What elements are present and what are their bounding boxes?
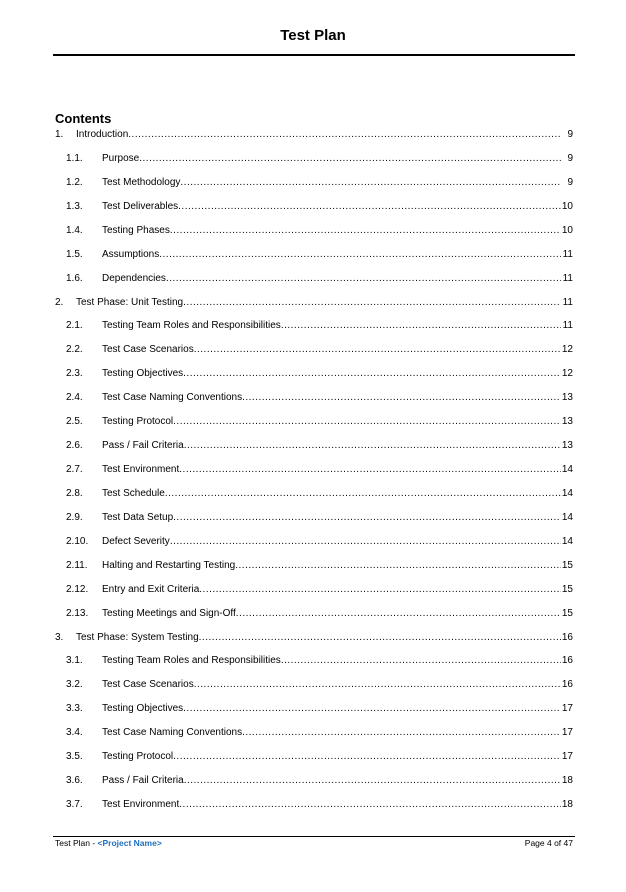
- toc-entry-title: Introduction: [76, 129, 129, 140]
- toc-dot-leader: [281, 319, 561, 333]
- toc-entry[interactable]: [66, 248, 573, 262]
- toc-entry-number: 2.5.: [66, 416, 83, 428]
- toc-entry[interactable]: [66, 654, 573, 668]
- toc-entry-number: 2.12.: [66, 583, 89, 595]
- toc-entry-number: 3.7.: [66, 799, 83, 811]
- toc-entry-number: 1.6.: [66, 272, 83, 284]
- toc-entry-title: Testing Protocol: [102, 416, 174, 428]
- toc-entry[interactable]: [66, 391, 573, 405]
- toc-entry-page: 11: [562, 248, 573, 260]
- toc-entry-title: Pass / Fail Criteria: [102, 775, 184, 787]
- toc-entry-page: 16: [561, 631, 573, 643]
- toc-entry-page: 15: [561, 559, 573, 571]
- toc-entry-number: 2.1.: [66, 320, 83, 332]
- toc-entry-page: 17: [561, 703, 573, 715]
- toc-entry-page: 15: [561, 583, 573, 595]
- toc-entry-title: Testing Protocol: [102, 751, 174, 763]
- toc-entry-number: 2.13.: [66, 607, 89, 619]
- toc-entry-number: 2.: [55, 296, 64, 308]
- toc-dot-leader: [165, 487, 561, 501]
- toc-entry[interactable]: [66, 343, 573, 357]
- toc-dot-leader: [128, 128, 561, 142]
- toc-entry-page: 9: [567, 152, 573, 164]
- toc-entry-page: 13: [561, 392, 573, 404]
- toc-entry-title: Test Case Scenarios: [102, 344, 194, 356]
- toc-entry[interactable]: [55, 631, 573, 645]
- toc-dot-leader: [178, 200, 561, 214]
- toc-entry-number: 1.4.: [66, 224, 83, 236]
- toc-dot-leader: [194, 343, 561, 357]
- toc-entry[interactable]: [66, 583, 573, 597]
- toc-entry-number: 1.2.: [66, 176, 83, 188]
- toc-entry-number: 3.: [55, 631, 64, 643]
- toc-entry-title: Testing Phases: [102, 224, 170, 236]
- toc-entry-page: 11: [562, 320, 573, 332]
- footer-divider: [53, 836, 575, 837]
- toc-entry-title: Test Case Scenarios: [102, 679, 194, 691]
- toc-dot-leader: [180, 176, 561, 190]
- toc-entry-page: 18: [561, 799, 573, 811]
- toc-dot-leader: [183, 296, 561, 310]
- toc-entry-title: Test Environment: [102, 799, 180, 811]
- toc-entry[interactable]: [66, 415, 573, 429]
- toc-entry-page: 12: [561, 368, 573, 380]
- footer-doc-title: Test Plan -: [55, 838, 98, 848]
- toc-entry[interactable]: [66, 487, 573, 501]
- toc-entry-number: 1.: [55, 129, 64, 140]
- toc-entry-title: Test Environment: [102, 464, 180, 476]
- toc-entry-number: 3.3.: [66, 703, 83, 715]
- toc-entry-number: 2.9.: [66, 511, 83, 523]
- toc-dot-leader: [183, 367, 561, 381]
- toc-dot-leader: [194, 678, 561, 692]
- toc-entry-page: 18: [561, 775, 573, 787]
- toc-entry-page: 16: [561, 655, 573, 667]
- toc-entry[interactable]: [66, 200, 573, 214]
- toc-entry[interactable]: [66, 750, 573, 764]
- toc-entry[interactable]: [66, 367, 573, 381]
- toc-entry-title: Test Phase: Unit Testing: [76, 296, 184, 308]
- toc-entry[interactable]: [66, 559, 573, 573]
- toc-entry-title: Testing Objectives: [102, 703, 184, 715]
- toc-entry[interactable]: [66, 774, 573, 788]
- toc-entry-title: Test Methodology: [102, 176, 181, 188]
- toc-entry-page: 14: [561, 535, 573, 547]
- toc-entry-title: Entry and Exit Criteria: [102, 583, 200, 595]
- toc-dot-leader: [173, 511, 561, 525]
- toc-entry-page: 15: [561, 607, 573, 619]
- toc-entry[interactable]: [66, 463, 573, 477]
- toc-entry-number: 1.3.: [66, 200, 83, 212]
- toc-dot-leader: [281, 654, 561, 668]
- toc-entry-number: 1.1.: [66, 152, 83, 164]
- page-footer: [55, 838, 573, 848]
- toc-dot-leader: [170, 224, 561, 238]
- page-title: Test Plan: [280, 27, 346, 44]
- toc-entry-title: Testing Meetings and Sign-Off: [102, 607, 236, 619]
- toc-entry[interactable]: [66, 511, 573, 525]
- toc-entry-number: 2.8.: [66, 487, 83, 499]
- toc-entry-title: Test Schedule: [102, 487, 165, 499]
- toc-entry-title: Test Data Setup: [102, 511, 174, 523]
- toc-dot-leader: [242, 391, 561, 405]
- toc-dot-leader: [139, 152, 561, 166]
- toc-dot-leader: [235, 559, 561, 573]
- toc-entry-page: 12: [561, 344, 573, 356]
- toc-entry-number: 1.5.: [66, 248, 83, 260]
- toc-entry-title: Test Case Naming Conventions: [102, 392, 243, 404]
- toc-entry-number: 3.5.: [66, 751, 83, 763]
- toc-entry-title: Testing Team Roles and Responsibilities: [102, 320, 281, 332]
- toc-entry-page: 14: [561, 464, 573, 476]
- toc-entry-number: 2.7.: [66, 464, 83, 476]
- toc-entry[interactable]: [66, 176, 573, 190]
- toc-entry-title: Purpose: [102, 152, 140, 164]
- toc-dot-leader: [199, 631, 561, 645]
- toc-entry-page: 10: [561, 200, 573, 212]
- toc-entry-page: 11: [562, 272, 573, 284]
- toc-dot-leader: [179, 463, 561, 477]
- toc-dot-leader: [166, 272, 561, 286]
- toc-entry-number: 2.3.: [66, 368, 83, 380]
- footer-left: [55, 838, 162, 848]
- toc-entry-number: 2.10.: [66, 535, 89, 547]
- toc-entry-title: Pass / Fail Criteria: [102, 440, 184, 452]
- toc-dot-leader: [173, 750, 561, 764]
- toc-entry-title: Test Deliverables: [102, 200, 179, 212]
- toc-dot-leader: [179, 798, 561, 812]
- toc-entry[interactable]: [66, 607, 573, 621]
- header-divider: [53, 54, 575, 56]
- toc-dot-leader: [236, 607, 561, 621]
- toc-dot-leader: [184, 439, 561, 453]
- toc-entry-page: 13: [561, 416, 573, 428]
- toc-entry-page: 9: [567, 176, 573, 188]
- toc-entry-title: Test Phase: System Testing: [76, 631, 199, 643]
- toc-entry[interactable]: [66, 798, 573, 812]
- toc-entry-page: 11: [562, 296, 573, 308]
- toc-entry[interactable]: [66, 152, 573, 166]
- toc-dot-leader: [173, 415, 561, 429]
- toc-entry-number: 3.6.: [66, 775, 83, 787]
- toc-entry-number: 3.4.: [66, 727, 83, 739]
- toc-entry-title: Test Case Naming Conventions: [102, 727, 243, 739]
- toc-entry-number: 2.11.: [66, 559, 88, 571]
- toc-entry[interactable]: [66, 702, 573, 716]
- toc-entry-page: 16: [561, 679, 573, 691]
- toc-entry-title: Dependencies: [102, 272, 166, 284]
- toc-dot-leader: [159, 248, 561, 262]
- toc-dot-leader: [170, 535, 561, 549]
- toc-entry-title: Testing Team Roles and Responsibilities: [102, 655, 281, 667]
- toc-heading: Contents: [55, 111, 112, 126]
- toc-entry[interactable]: [66, 439, 573, 453]
- toc-entry-title: Assumptions: [102, 248, 160, 260]
- toc-dot-leader: [183, 702, 561, 716]
- footer-page-number: Page 4 of 47: [524, 838, 573, 848]
- toc-entry-page: 14: [561, 511, 573, 523]
- toc-entry-title: Defect Severity: [102, 535, 170, 547]
- toc-entry[interactable]: [66, 535, 573, 549]
- toc-entry-number: 2.2.: [66, 344, 83, 356]
- toc-entry-page: 14: [561, 487, 573, 499]
- toc-entry[interactable]: [66, 726, 573, 740]
- toc-entry[interactable]: [55, 128, 573, 142]
- toc-entry-number: 3.1.: [66, 655, 83, 667]
- toc-entry-number: 2.6.: [66, 440, 83, 452]
- toc-dot-leader: [199, 583, 561, 597]
- toc-dot-leader: [184, 774, 561, 788]
- toc-entry[interactable]: [55, 296, 573, 310]
- toc-entry-number: 3.2.: [66, 679, 83, 691]
- toc-entry-page: 9: [567, 129, 573, 140]
- toc-entry-page: 13: [561, 440, 573, 452]
- toc-entry-page: 17: [561, 751, 573, 763]
- toc-entry[interactable]: [66, 272, 573, 286]
- toc-dot-leader: [242, 726, 561, 740]
- toc-entry[interactable]: [66, 319, 573, 333]
- footer-project-name: <Project Name>: [97, 838, 162, 848]
- toc-entry[interactable]: [66, 678, 573, 692]
- toc-entry-title: Halting and Restarting Testing: [102, 559, 236, 571]
- toc-entry-number: 2.4.: [66, 392, 83, 404]
- toc-entry-title: Testing Objectives: [102, 368, 184, 380]
- toc-entry-page: 17: [561, 727, 573, 739]
- toc-entry[interactable]: [66, 224, 573, 238]
- toc-entry-page: 10: [561, 224, 573, 236]
